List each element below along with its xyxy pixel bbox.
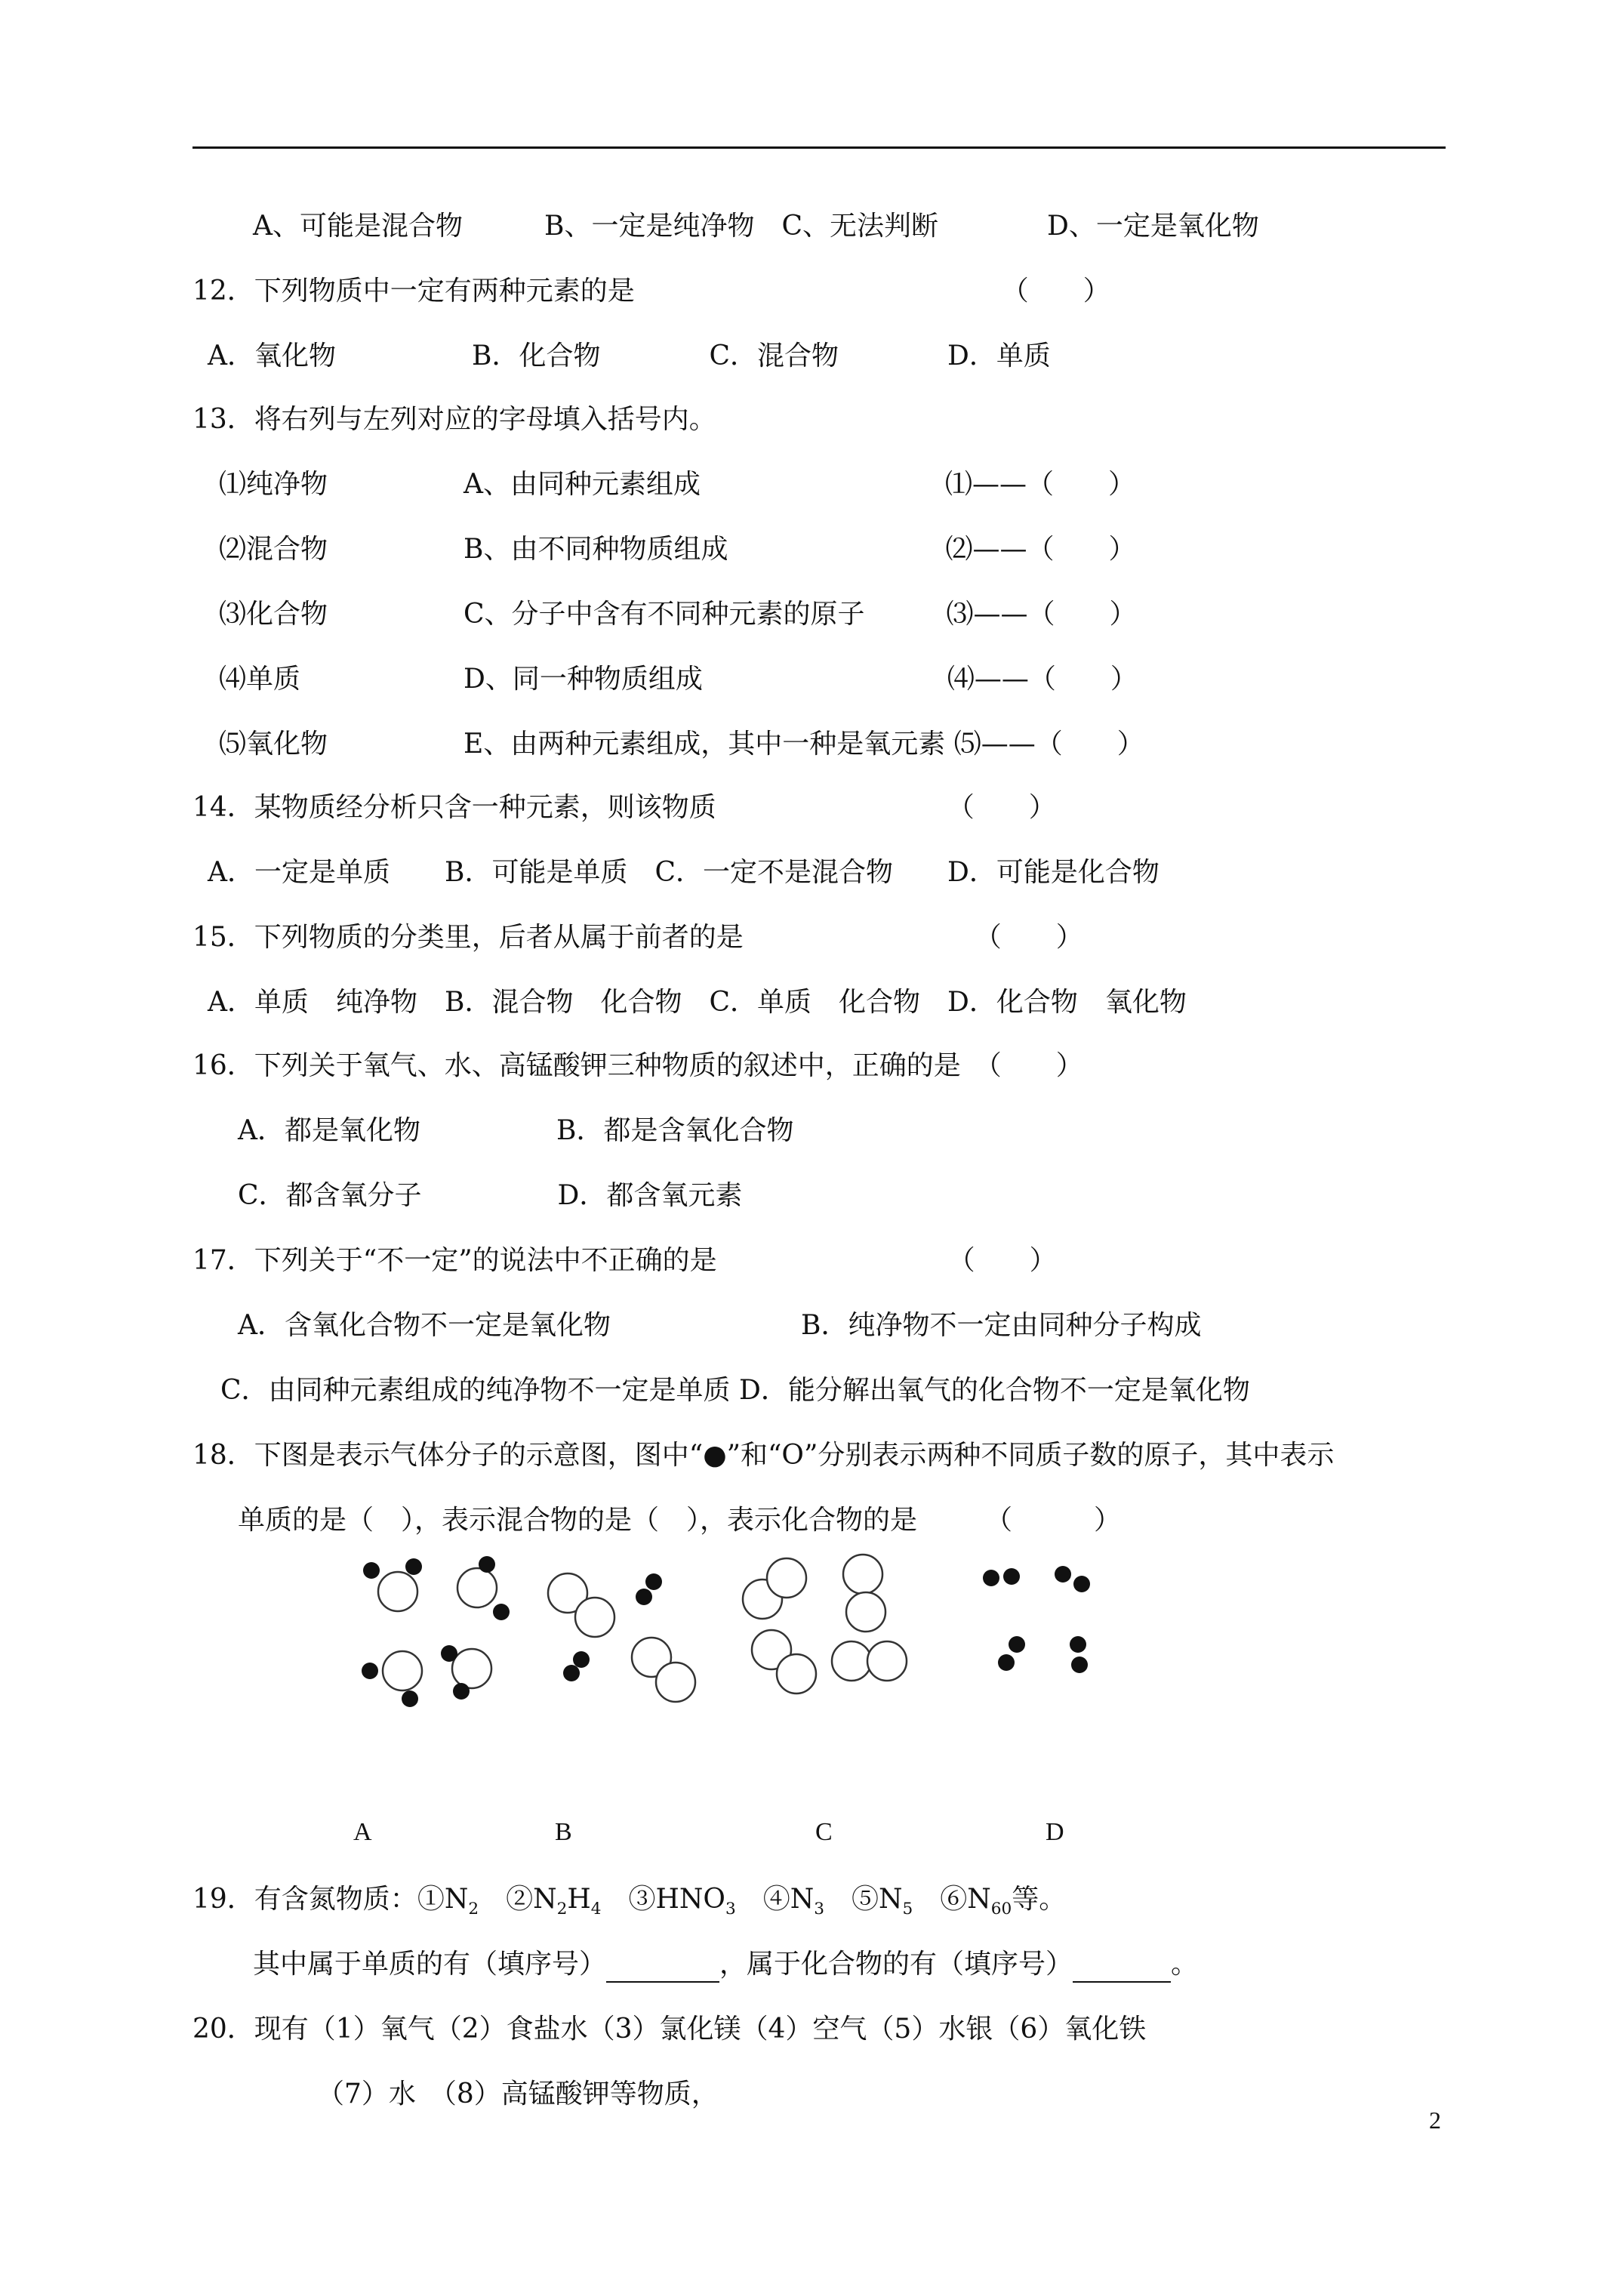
q12-stem: 12．下列物质中一定有两种元素的是 （ ） (192, 276, 1110, 307)
filled-atom (645, 1573, 662, 1590)
open-atom (867, 1641, 907, 1681)
q19-item-5: $⑤N_5$ (852, 1884, 913, 1919)
q17-stem: 17．下列关于“不一定”的说法中不正确的是 （ ） (192, 1245, 1057, 1276)
filled-atom (479, 1556, 495, 1573)
q16-options-ab: A．都是氧化物 B．都是含氧化合物 (238, 1115, 794, 1146)
figure-label-a: A (353, 1818, 372, 1846)
q19-subquestion: 其中属于单质的有（填序号） ，属于化合物的有（填序号） 。 (253, 1946, 1198, 1983)
filled-atom (1009, 1636, 1025, 1653)
filled-atom (1055, 1566, 1071, 1583)
q12-options: A．氧化物 B．化合物 C．混合物 D．单质 (208, 341, 1051, 371)
open-atom (383, 1651, 422, 1690)
filled-atom (362, 1663, 378, 1679)
open-atom (767, 1558, 806, 1598)
page-number: 2 (1429, 2106, 1441, 2134)
figure-label-d: D (1046, 1818, 1064, 1846)
q13-match-5: ⑸氧化物 E、由两种元素组成，其中一种是氧元素 ⑸——（ ） (219, 729, 1144, 760)
open-atom (575, 1598, 614, 1637)
q20-stem-2: （7）水 （8）高锰酸钾等物质， (317, 2079, 719, 2110)
open-atom (656, 1663, 695, 1702)
filled-atom (983, 1570, 999, 1586)
q19-prefix: 19．有含氮物质： (192, 1884, 417, 1915)
filled-atom (563, 1665, 580, 1681)
q13-stem: 13．将右列与左列对应的字母填入括号内。 (192, 404, 716, 435)
q17-options-ab: A．含氧化合物不一定是氧化物 B．纯净物不一定由同种分子构成 (238, 1310, 1202, 1341)
q11-options: A、可能是混合物 B、一定是纯净物 C、无法判断 D、一定是氧化物 (253, 211, 1259, 242)
filled-atom (493, 1604, 510, 1620)
q15-options: A．单质 纯净物 B．混合物 化合物 C．单质 化合物 D．化合物 氧化物 (208, 987, 1187, 1018)
filled-atom (441, 1645, 457, 1662)
q14-options: A．一定是单质 B．可能是单质 C．一定不是混合物 D．可能是化合物 (208, 857, 1160, 888)
open-atom (777, 1654, 816, 1693)
open-atom (832, 1641, 871, 1681)
filled-atom (453, 1683, 470, 1700)
q16-stem: 16．下列关于氧气、水、高锰酸钾三种物质的叙述中，正确的是 （ ） (192, 1050, 1083, 1081)
q19-answer-blank-1[interactable] (606, 1981, 719, 1983)
q19-item-1: $①N_2$ (417, 1884, 479, 1919)
q17-options-cd: C．由同种元素组成的纯净物不一定是单质 D．能分解出氧气的化合物不一定是氧化物 (220, 1375, 1250, 1406)
filled-atom (402, 1690, 418, 1707)
q19-answer-blank-2[interactable] (1073, 1981, 1171, 1983)
filled-atom (1071, 1657, 1088, 1673)
open-atom (452, 1649, 491, 1688)
q13-match-1: ⑴纯净物 A、由同种元素组成 ⑴——（ ） (219, 469, 1135, 500)
q13-match-3: ⑶化合物 C、分子中含有不同种元素的原子 ⑶——（ ） (219, 599, 1137, 630)
q19-item-2: $②N_2H_4$ (506, 1884, 602, 1919)
figure-label-b: B (555, 1818, 572, 1846)
q19-stem (192, 1881, 1066, 1928)
filled-atom (1073, 1576, 1090, 1592)
filled-atom (1070, 1636, 1086, 1653)
q15-stem: 15．下列物质的分类里，后者从属于前者的是 （ ） (192, 922, 1083, 953)
q19-suffix: 等。 (1012, 1884, 1067, 1915)
filled-atom (405, 1558, 422, 1575)
figure-label-c: C (815, 1818, 833, 1846)
filled-atom (573, 1651, 590, 1668)
q20-stem-1: 20．现有（1）氧气（2）食盐水（3）氯化镁（4）空气（5）水银（6）氧化铁 (192, 2014, 1147, 2045)
q14-stem: 14．某物质经分析只含一种元素，则该物质 （ ） (192, 792, 1056, 823)
q19-item-6: $⑥N_{60}$ (940, 1884, 1012, 1919)
filled-atom (636, 1589, 652, 1605)
open-atom (843, 1555, 882, 1594)
q13-match-2: ⑵混合物 B、由不同种物质组成 ⑵——（ ） (219, 534, 1136, 565)
filled-atom (363, 1562, 380, 1579)
q18-stem-1: 18．下图是表示气体分子的示意图，图中“●”和“O”分别表示两种不同质子数的原子，其中表示 (192, 1440, 1335, 1471)
filled-atom (998, 1654, 1015, 1671)
filled-atom (1003, 1568, 1020, 1585)
open-atom (378, 1572, 417, 1611)
open-atom (846, 1592, 885, 1632)
q18-stem-2: 单质的是（ ），表示混合物的是（ ），表示化合物的是 （ ） (238, 1505, 1122, 1536)
q19-item-4: $④N_3$ (762, 1884, 824, 1919)
q19-item-3: $③HNO_3$ (628, 1884, 736, 1919)
q13-match-4: ⑷单质 D、同一种物质组成 ⑷——（ ） (219, 664, 1138, 695)
open-atom (457, 1568, 497, 1607)
q16-options-cd: C．都含氧分子 D．都含氧元素 (238, 1180, 743, 1211)
